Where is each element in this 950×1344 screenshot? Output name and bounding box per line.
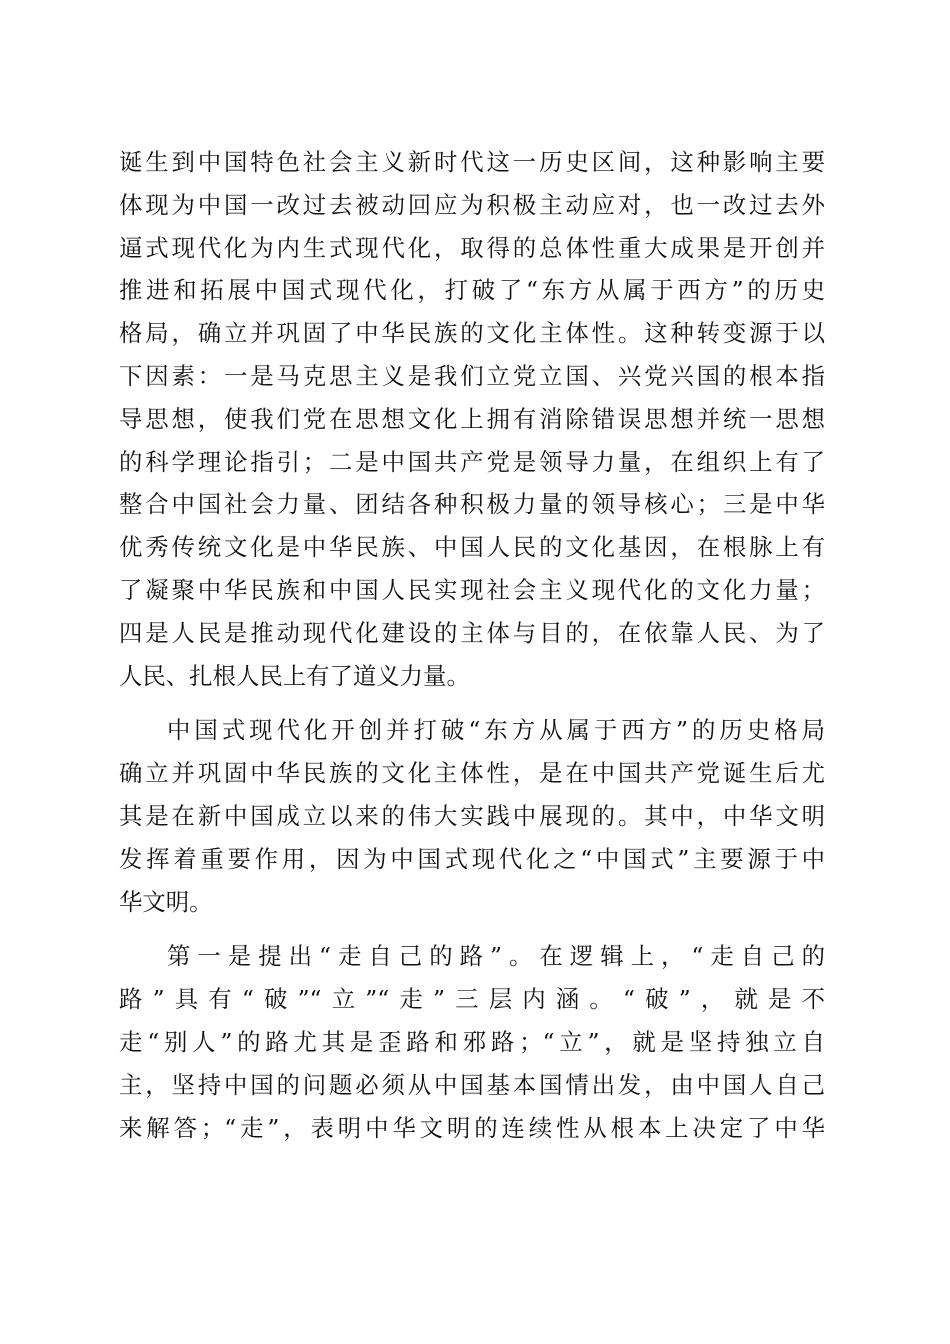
paragraph-line: 四是人民是推动现代化建设的主体与目的，在依靠人民、为了	[119, 618, 825, 647]
paragraph-line: 优秀传统文化是中华民族、中国人民的文化基因，在根脉上有	[119, 533, 825, 562]
paragraph-line: 路”具有“破”“立”“走”三层内涵。“破”，就是不	[119, 985, 825, 1014]
paragraph-3	[119, 935, 825, 1149]
paragraph-line: 诞生到中国特色社会主义新时代这一历史区间，这种影响主要	[119, 148, 825, 176]
paragraph-line: 体现为中国一改过去被动回应为积极主动应对，也一改过去外	[119, 190, 825, 219]
paragraph-2	[119, 709, 825, 923]
paragraph-gap	[119, 923, 825, 935]
paragraph-line: 格局，确立并巩固了中华民族的文化主体性。这种转变源于以	[119, 319, 825, 348]
paragraph-line: 逼式现代化为内生式现代化，取得的总体性重大成果是开创并	[119, 233, 825, 262]
paragraph-1	[119, 141, 825, 697]
paragraph-line: 整合中国社会力量、团结各种积极力量的领导核心；三是中华	[119, 490, 825, 519]
paragraph-line: 人民、扎根人民上有了道义力量。	[119, 661, 470, 690]
paragraph-line: 来解答；“走”，表明中华文明的连续性从根本上决定了中华	[119, 1113, 825, 1142]
paragraph-line: 主，坚持中国的问题必须从中国基本国情出发，由中国人自己	[119, 1070, 825, 1099]
paragraph-line: 推进和拓展中国式现代化，打破了“东方从属于西方”的历史	[119, 276, 825, 305]
paragraph-line: 发挥着重要作用，因为中国式现代化之“中国式”主要源于中	[119, 844, 825, 873]
paragraph-line: 走“别人”的路尤其是歪路和邪路；“立”，就是坚持独立自	[119, 1027, 825, 1056]
paragraph-line: 其是在新中国成立以来的伟大实践中展现的。其中，中华文明	[119, 801, 825, 830]
paragraph-line: 导思想，使我们党在思想文化上拥有消除错误思想并统一思想	[119, 404, 825, 433]
paragraph-line: 确立并巩固中华民族的文化主体性，是在中国共产党诞生后尤	[119, 759, 825, 788]
paragraph-line: 的科学理论指引；二是中国共产党是领导力量，在组织上有了	[119, 447, 825, 476]
paragraph-line: 了凝聚中华民族和中国人民实现社会主义现代化的文化力量；	[119, 575, 825, 604]
paragraph-line: 第一是提出“走自己的路”。在逻辑上，“走自己的	[167, 942, 825, 971]
paragraph-line: 中国式现代化开创并打破“东方从属于西方”的历史格局	[167, 716, 825, 745]
paragraph-line: 下因素：一是马克思主义是我们立党立国、兴党兴国的根本指	[119, 361, 825, 390]
paragraph-gap	[119, 697, 825, 709]
body-text	[119, 141, 825, 1149]
paragraph-line: 华文明。	[119, 887, 213, 916]
